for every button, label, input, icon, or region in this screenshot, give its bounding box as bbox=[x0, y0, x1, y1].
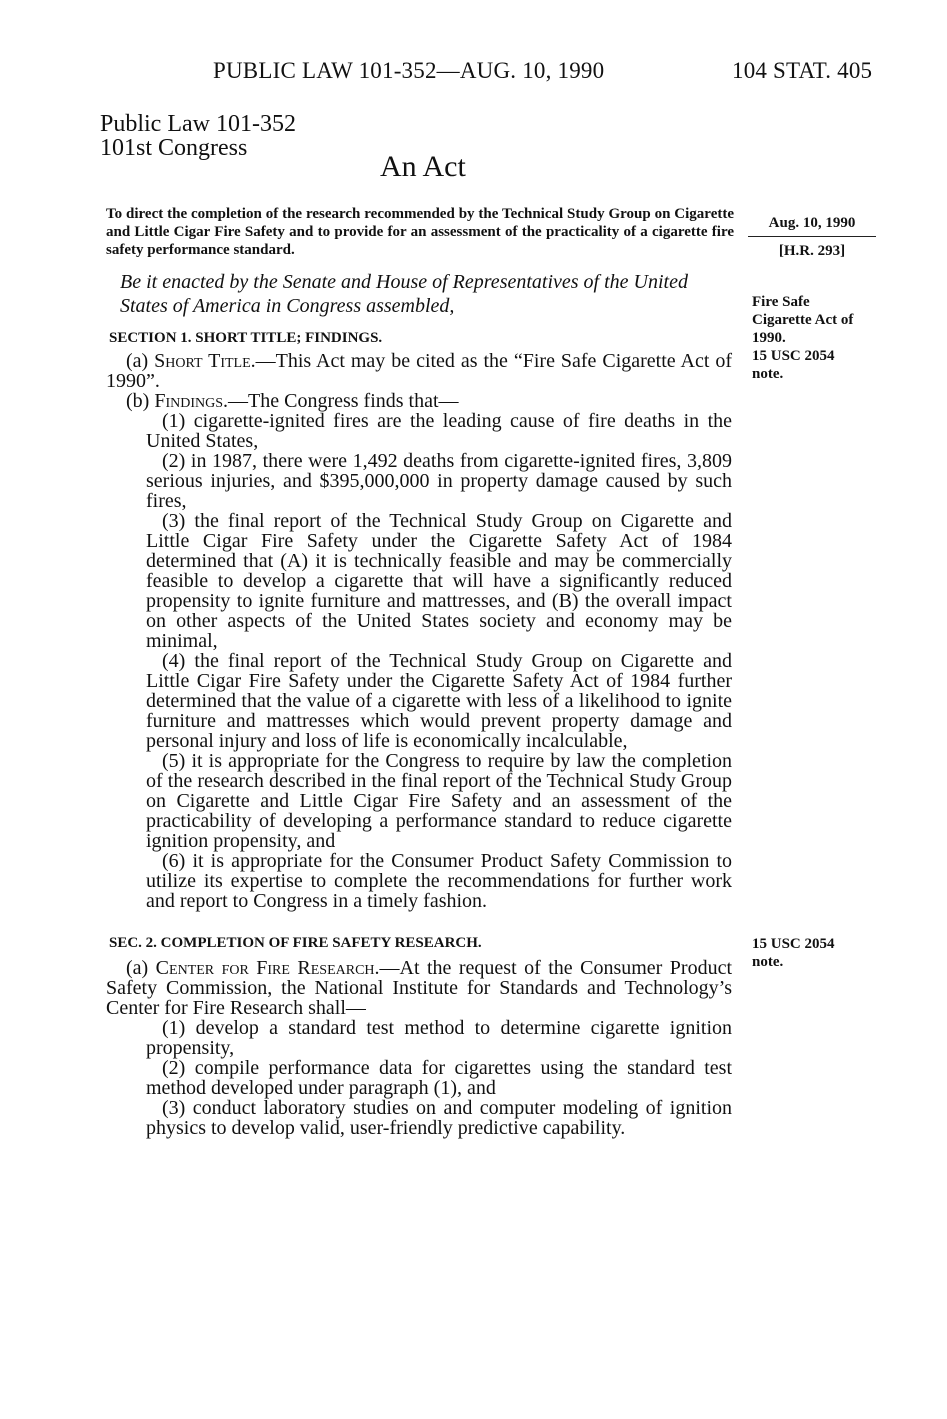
finding-1: (1) cigarette-ignited fires are the leading cause of fire deaths in the United States, bbox=[146, 410, 732, 452]
act-title: An Act bbox=[380, 150, 466, 183]
subsection-1b: (b) Findings.—The Congress finds that— bbox=[126, 390, 459, 412]
law-number: Public Law 101-352 bbox=[100, 111, 296, 137]
section-1-heading: SECTION 1. SHORT TITLE; FINDINGS. bbox=[109, 330, 383, 346]
finding-4: (4) the final report of the Technical Study Group on Cigarette and Little Cigar Fire Safety under the Cigarette Safety Act of 1984 further determined that the value of a cigarette with less of a likelihood to ignite furniture and mattresses which would prevent property damage and personal injury and loss of life is economically incalculable, bbox=[146, 650, 732, 752]
subsection-1b-heading: Findings bbox=[154, 390, 224, 412]
finding-3: (3) the final report of the Technical Study Group on Cigarette and Little Cigar Fire Safety under the Cigarette Safety Act of 1984 determined that (A) it is technically feasible and may be commercially feasible to develop a cigarette that will have a significantly reduced propensity to ignite furniture and mattresses, and (B) the overall impact on other aspects of the United States society and economy may be minimal, bbox=[146, 510, 732, 652]
section-2-body bbox=[106, 958, 732, 1138]
margin-note-short-title bbox=[752, 293, 853, 383]
paragraph-2a-3: (3) conduct laboratory studies on and computer modeling of ignition physics to develop valid, user-friendly predictive capability. bbox=[146, 1097, 732, 1139]
margin-note-line: 15 USC 2054 bbox=[752, 348, 835, 364]
margin-note-line: note. bbox=[752, 954, 784, 970]
enactment-date-block bbox=[748, 213, 876, 261]
enacting-clause: Be it enacted by the Senate and House of Representatives of the United States of America in Congress assembled, bbox=[120, 271, 688, 317]
running-header: PUBLIC LAW 101-352—AUG. 10, 1990 bbox=[213, 58, 605, 83]
purpose-statement: To direct the completion of the research recommended by the Technical Study Group on Cigarette and Little Cigar Fire Safety and to provide for an assessment of the practicality of a cigarette fire safety performance standard. bbox=[106, 206, 734, 258]
finding-6: (6) it is appropriate for the Consumer Product Safety Commission to utilize its expertise to complete the recommendations for further work and report to Congress in a timely fashion. bbox=[146, 850, 732, 912]
margin-note-line: note. bbox=[752, 366, 784, 382]
margin-note-line: 15 USC 2054 bbox=[752, 936, 835, 952]
paragraph-2a-1: (1) develop a standard test method to determine cigarette ignition propensity, bbox=[146, 1017, 732, 1059]
bill-number: [H.R. 293] bbox=[778, 243, 846, 259]
margin-note-line: Fire Safe bbox=[752, 294, 810, 310]
enactment-date: Aug. 10, 1990 bbox=[748, 213, 876, 237]
section-2-heading: SEC. 2. COMPLETION OF FIRE SAFETY RESEARCH. bbox=[109, 935, 482, 951]
finding-5: (5) it is appropriate for the Congress to require by law the completion of the research described in the final report of the Technical Study Group on Cigarette and Little Cigar Fire Safety and an assessment of the practicability of developing a performance standard to reduce cigarette ignition propensity, and bbox=[146, 750, 732, 852]
margin-note-section-2 bbox=[752, 935, 835, 971]
margin-note-line: Cigarette Act of bbox=[752, 312, 854, 328]
finding-2: (2) in 1987, there were 1,492 deaths from cigarette-ignited fires, 3,809 serious injuries, and $395,000,000 in property damage caused by such fires, bbox=[146, 450, 732, 512]
congress-session: 101st Congress bbox=[100, 135, 248, 161]
page-reference: 104 STAT. 405 bbox=[732, 58, 873, 83]
subsection-1a-heading: Short Title bbox=[154, 350, 251, 372]
subsection-2a: (a) Center for Fire Research.—At the request of the Consumer Product Safety Commission, the National Institute for Standards and Technology’s Center for Fire Research shall— bbox=[106, 957, 733, 1019]
paragraph-2a-2: (2) compile performance data for cigarettes using the standard test method developed under paragraph (1), and bbox=[146, 1057, 732, 1099]
margin-note-line: 1990. bbox=[752, 330, 786, 346]
section-1-body bbox=[106, 351, 732, 911]
subsection-2a-heading: Center for Fire Research bbox=[155, 957, 375, 979]
subsection-1a: (a) Short Title.—This Act may be cited as the “Fire Safe Cigarette Act of 1990”. bbox=[106, 350, 732, 392]
